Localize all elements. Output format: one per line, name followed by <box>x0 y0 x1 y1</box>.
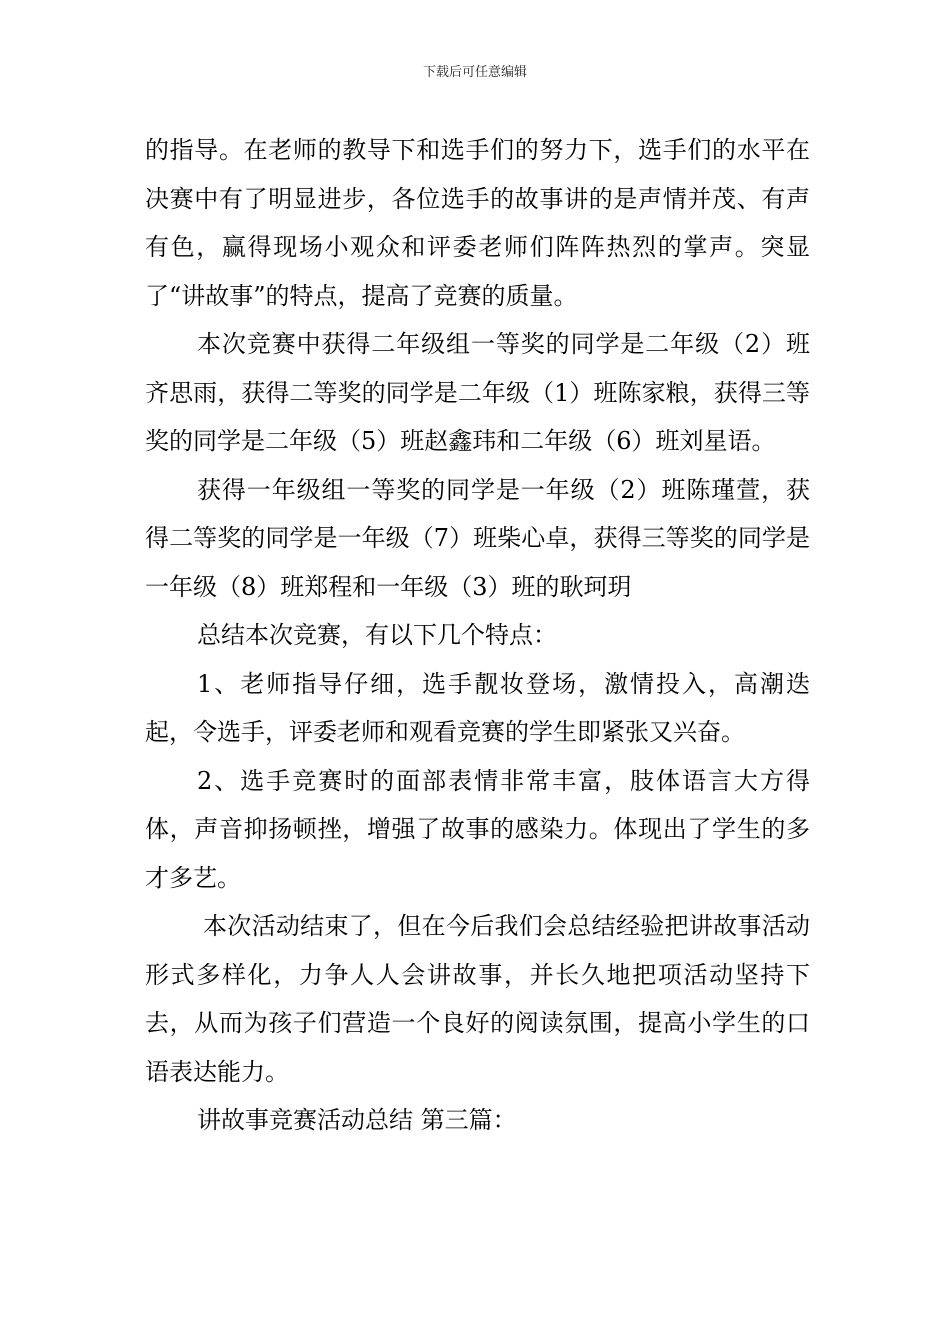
paragraph-guidance: 的指导。在老师的教导下和选手们的努力下，选手们的水平在决赛中有了明显进步，各位选手的故事讲的是声情并茂、有声有色，赢得现场小观众和评委老师们阵阵热烈的掌声。突显了“讲故事”的特点，提高了竞赛的质量。 <box>145 136 810 310</box>
paragraph-grade2-awards: 本次竞赛中获得二年级组一等奖的同学是二年级（2）班齐思雨，获得二等奖的同学是二年级（1）班陈家粮，获得三等奖的同学是二年级（5）班赵鑫玮和二年级（6）班刘星语。 <box>145 330 810 455</box>
paragraph-grade1-awards: 获得一年级组一等奖的同学是一年级（2）班陈瑾萱，获得二等奖的同学是一年级（7）班柴心卓，获得三等奖的同学是一年级（8）班郑程和一年级（3）班的耿珂玥 <box>145 475 810 601</box>
paragraph-conclusion: 本次活动结束了，但在今后我们会总结经验把讲故事活动形式多样化，力争人人会讲故事，并长久地把项活动坚持下去，从而为孩子们营造一个良好的阅读氛围，提高小学生的口语表达能力。 <box>145 912 810 1086</box>
paragraph-feature-2: 2、选手竞赛时的面部表情非常丰富，肢体语言大方得体，声音抑扬顿挫，增强了故事的感染力。体现出了学生的多才多艺。 <box>145 766 810 892</box>
section-heading-part3: 讲故事竞赛活动总结 第三篇： <box>197 1106 517 1134</box>
document-body <box>145 126 810 1145</box>
page-header: 下载后可任意编辑 <box>422 65 527 80</box>
paragraph-summary-intro: 总结本次竞赛，有以下几个特点： <box>197 621 557 649</box>
paragraph-feature-1: 1、老师指导仔细，选手靓妆登场，激情投入，高潮迭起，令选手，评委老师和观看竞赛的学生即紧张又兴奋。 <box>145 669 810 746</box>
